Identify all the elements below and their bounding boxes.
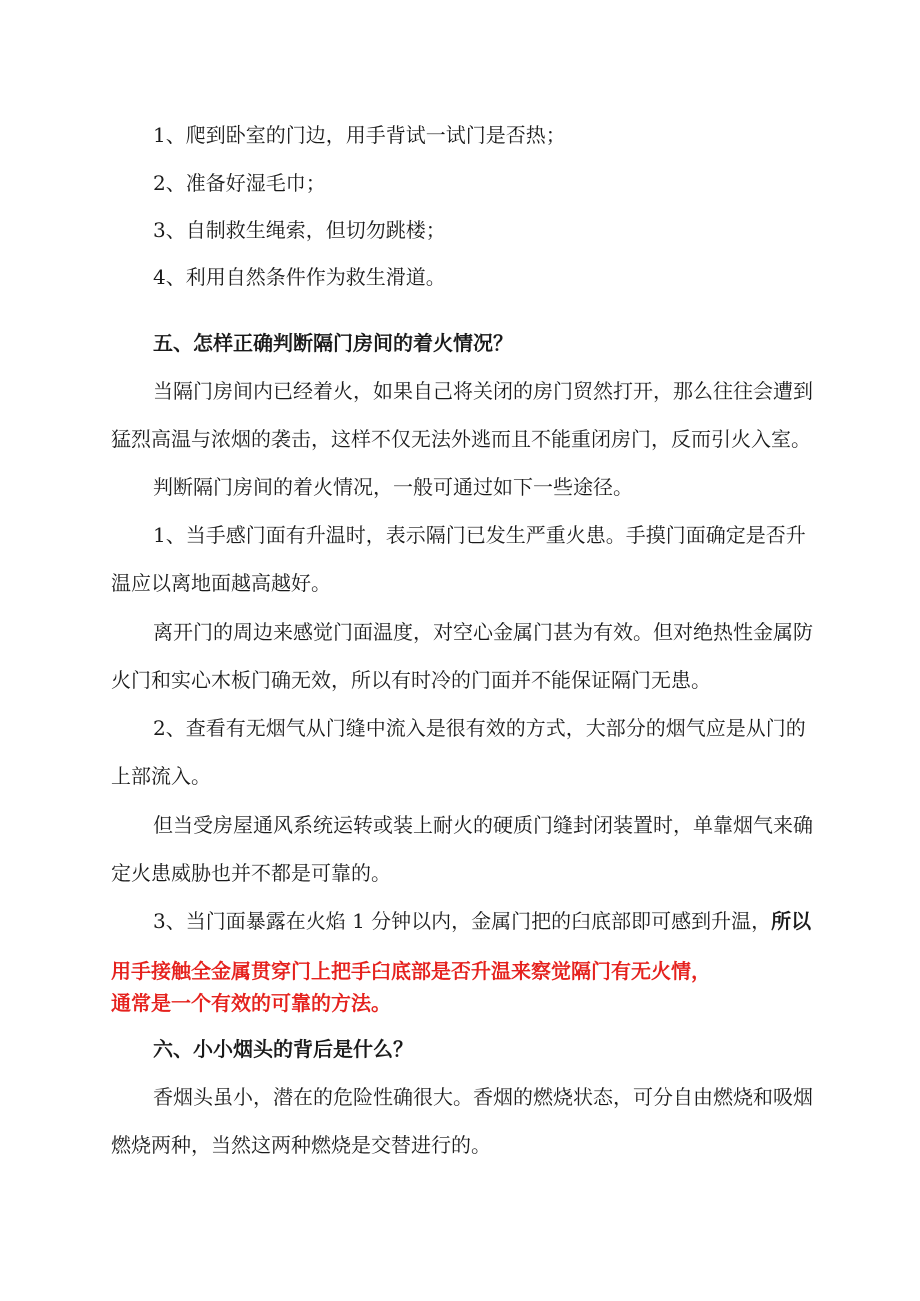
paragraph-line: 定火患威胁也并不都是可靠的。 xyxy=(111,861,391,885)
paragraph-line: 2、查看有无烟气从门缝中流入是很有效的方式，大部分的烟气应是从门的 xyxy=(153,716,806,740)
paragraph-line: 1、当手感门面有升温时，表示隔门已发生严重火患。手摸门面确定是否升 xyxy=(153,523,806,547)
paragraph-line: 上部流入。 xyxy=(111,764,211,788)
list-item: 1、爬到卧室的门边，用手背试一试门是否热； xyxy=(153,123,566,147)
bold-text: 所以 xyxy=(771,909,812,933)
section-heading-5: 五、怎样正确判断隔门房间的着火情况？ xyxy=(153,331,513,355)
paragraph-line: 离开门的周边来感觉门面温度，对空心金属门甚为有效。但对绝热性金属防 xyxy=(153,620,813,644)
paragraph-line xyxy=(153,908,811,934)
paragraph-line: 判断隔门房间的着火情况，一般可通过如下一些途径。 xyxy=(153,475,633,499)
list-item: 2、准备好湿毛巾； xyxy=(153,171,326,195)
paragraph-line: 猛烈高温与浓烟的袭击，这样不仅无法外逃而且不能重闭房门，反而引火入室。 xyxy=(111,427,811,451)
paragraph-line: 当隔门房间内已经着火，如果自己将关闭的房门贸然打开，那么往往会遭到 xyxy=(153,379,813,403)
paragraph-line: 火门和实心木板门确无效，所以有时冷的门面并不能保证隔门无患。 xyxy=(111,668,711,692)
paragraph-text: 3、当门面暴露在火焰 1 分钟以内，金属门把的臼底部即可感到升温， xyxy=(153,909,772,933)
paragraph-line: 温应以离地面越高越好。 xyxy=(111,571,331,595)
highlighted-text: 用手接触全金属贯穿门上把手臼底部是否升温来察觉隔门有无火情， xyxy=(111,959,711,983)
paragraph-line: 但当受房屋通风系统运转或装上耐火的硬质门缝封闭装置时，单靠烟气来确 xyxy=(153,813,813,837)
paragraph-line: 燃烧两种，当然这两种燃烧是交替进行的。 xyxy=(111,1133,491,1157)
list-item: 3、自制救生绳索，但切勿跳楼； xyxy=(153,218,446,242)
paragraph-line: 香烟头虽小，潜在的危险性确很大。香烟的燃烧状态，可分自由燃烧和吸烟 xyxy=(153,1085,813,1109)
highlighted-text: 通常是一个有效的可靠的方法。 xyxy=(111,991,391,1015)
section-heading-6: 六、小小烟头的背后是什么？ xyxy=(153,1037,413,1061)
list-item: 4、利用自然条件作为救生滑道。 xyxy=(153,265,446,289)
